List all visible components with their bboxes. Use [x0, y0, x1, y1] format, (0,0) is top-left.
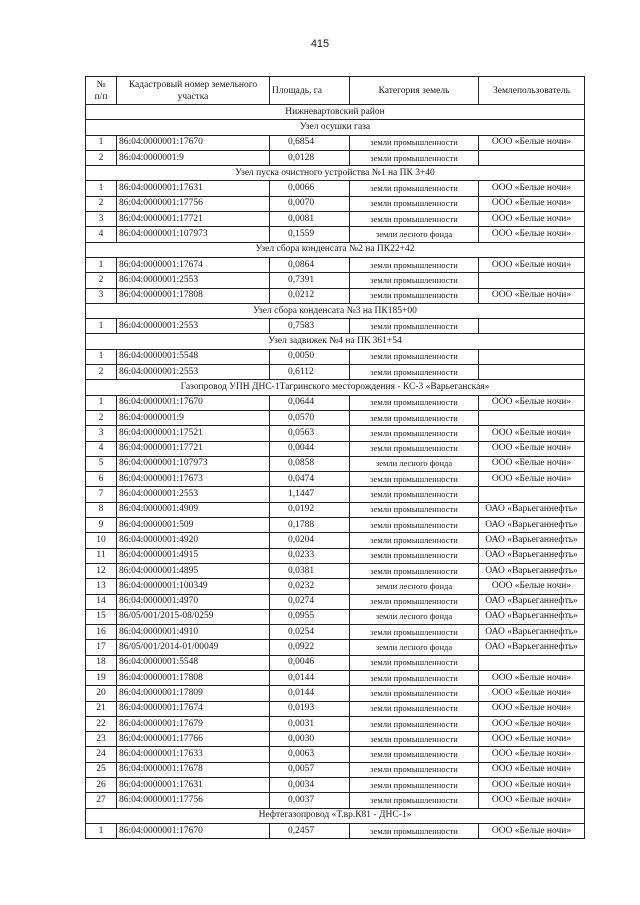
cell-category: земли промышленности	[350, 762, 479, 777]
cell-area: 0,0858	[270, 456, 350, 471]
section-title: Нижневартовский район	[86, 105, 585, 120]
cell-area: 0,0070	[270, 196, 350, 211]
cell-cadastral: 86:04:0000001:2553	[117, 319, 270, 334]
cell-area: 0,6112	[270, 365, 350, 380]
cell-num: 13	[86, 579, 117, 594]
cell-cadastral: 86:04:0000001:17679	[117, 716, 270, 731]
section-title: Узел пуска очистного устройства №1 на ПК 3+40	[86, 166, 585, 181]
cell-category: земли лесного фонда	[350, 456, 479, 471]
cell-category: земли промышленности	[350, 747, 479, 762]
table-row	[86, 441, 585, 456]
cell-user: ООО «Белые ночи»	[479, 395, 585, 410]
section-title: Узел сбора конденсата №3 на ПК185+00	[86, 303, 585, 318]
cell-num: 23	[86, 732, 117, 747]
table-row	[86, 686, 585, 701]
cell-user: ООО «Белые ночи»	[479, 257, 585, 272]
cell-area: 0,0570	[270, 410, 350, 425]
section-row	[86, 166, 585, 181]
cell-area: 0,0031	[270, 716, 350, 731]
table-row	[86, 181, 585, 196]
cell-category: земли лесного фонда	[350, 640, 479, 655]
cell-area: 0,6854	[270, 135, 350, 150]
table-row	[86, 655, 585, 670]
cell-category: земли промышленности	[350, 288, 479, 303]
cell-user: ООО «Белые ночи»	[479, 732, 585, 747]
cell-user	[479, 319, 585, 334]
cell-num: 2	[86, 150, 117, 165]
table-row	[86, 365, 585, 380]
cell-category: земли промышленности	[350, 273, 479, 288]
table-row	[86, 594, 585, 609]
cell-cadastral: 86:04:0000001:100349	[117, 579, 270, 594]
cell-category: земли промышленности	[350, 502, 479, 517]
cell-user: ООО «Белые ночи»	[479, 288, 585, 303]
cell-category: земли промышленности	[350, 823, 479, 838]
cell-area: 0,0050	[270, 349, 350, 364]
cell-area: 0,0254	[270, 625, 350, 640]
table-row	[86, 212, 585, 227]
cell-num: 18	[86, 655, 117, 670]
cell-category: земли промышленности	[350, 395, 479, 410]
cell-num: 21	[86, 701, 117, 716]
cell-category: земли промышленности	[350, 686, 479, 701]
cell-category: земли лесного фонда	[350, 579, 479, 594]
cell-num: 2	[86, 273, 117, 288]
section-row	[86, 303, 585, 318]
cell-num: 14	[86, 594, 117, 609]
section-title: Узел осушки газа	[86, 120, 585, 135]
cell-num: 22	[86, 716, 117, 731]
cell-num: 1	[86, 395, 117, 410]
cell-user: ООО «Белые ночи»	[479, 426, 585, 441]
cell-cadastral: 86:04:0000001:17670	[117, 135, 270, 150]
table-row	[86, 778, 585, 793]
section-row	[86, 380, 585, 395]
cell-area: 1,1447	[270, 487, 350, 502]
table-row	[86, 563, 585, 578]
cell-num: 1	[86, 823, 117, 838]
cell-category: земли промышленности	[350, 533, 479, 548]
cell-category: земли промышленности	[350, 426, 479, 441]
cell-area: 0,0037	[270, 793, 350, 808]
cell-num: 5	[86, 456, 117, 471]
cell-category: земли промышленности	[350, 319, 479, 334]
table-row	[86, 701, 585, 716]
table-row	[86, 716, 585, 731]
section-title: Нефтегазопровод «Т.вр.К81 - ДНС-1»	[86, 808, 585, 823]
cell-area: 0,0192	[270, 502, 350, 517]
table-row	[86, 395, 585, 410]
section-row	[86, 120, 585, 135]
cell-user	[479, 655, 585, 670]
cell-cadastral: 86:04:0000001:17670	[117, 395, 270, 410]
cell-user	[479, 365, 585, 380]
cell-num: 4	[86, 441, 117, 456]
cell-cadastral: 86:04:0000001:4910	[117, 625, 270, 640]
section-row	[86, 105, 585, 120]
cell-cadastral: 86:04:0000001:17673	[117, 472, 270, 487]
cell-num: 15	[86, 609, 117, 624]
cell-area: 0,1788	[270, 518, 350, 533]
cell-area: 0,0474	[270, 472, 350, 487]
cell-cadastral: 86:04:0000001:9	[117, 150, 270, 165]
cell-cadastral: 86:04:0000001:5548	[117, 349, 270, 364]
cell-area: 0,0046	[270, 655, 350, 670]
cell-category: земли промышленности	[350, 732, 479, 747]
cell-cadastral: 86:04:0000001:4970	[117, 594, 270, 609]
header-cadastral: Кадастровый номер земельного участка	[117, 77, 270, 105]
table-row	[86, 150, 585, 165]
cell-num: 1	[86, 181, 117, 196]
cell-cadastral: 86:04:0000001:17766	[117, 732, 270, 747]
table-row	[86, 319, 585, 334]
cell-cadastral: 86:04:0000001:17631	[117, 778, 270, 793]
cell-cadastral: 86:04:0000001:17674	[117, 701, 270, 716]
table-row	[86, 410, 585, 425]
section-row	[86, 242, 585, 257]
section-title: Узел сбора конденсата №2 на ПК22+42	[86, 242, 585, 257]
table-body	[86, 105, 585, 839]
cell-user: ООО «Белые ночи»	[479, 701, 585, 716]
cell-area: 0,0128	[270, 150, 350, 165]
cell-cadastral: 86/05/001/2015-08/0259	[117, 609, 270, 624]
table-row	[86, 518, 585, 533]
header-user: Землепользователь	[479, 77, 585, 105]
table-row	[86, 732, 585, 747]
cell-user: ООО «Белые ночи»	[479, 456, 585, 471]
cell-cadastral: 86/05/001/2014-01/00049	[117, 640, 270, 655]
table-row	[86, 273, 585, 288]
cell-category: земли промышленности	[350, 793, 479, 808]
cell-cadastral: 86:04:0000001:509	[117, 518, 270, 533]
cell-user: ООО «Белые ночи»	[479, 135, 585, 150]
cell-user: ОАО «Варьеганнефть»	[479, 502, 585, 517]
cell-user: ОАО «Варьеганнефть»	[479, 563, 585, 578]
cell-category: земли промышленности	[350, 196, 479, 211]
cell-area: 0,0066	[270, 181, 350, 196]
table-header-row	[86, 77, 585, 105]
cell-num: 2	[86, 410, 117, 425]
cell-num: 27	[86, 793, 117, 808]
cell-user: ООО «Белые ночи»	[479, 686, 585, 701]
cell-user	[479, 349, 585, 364]
cell-category: земли промышленности	[350, 518, 479, 533]
cell-num: 24	[86, 747, 117, 762]
cell-num: 1	[86, 349, 117, 364]
cell-area: 0,0864	[270, 257, 350, 272]
cell-area: 0,0063	[270, 747, 350, 762]
table-row	[86, 227, 585, 242]
cell-user	[479, 410, 585, 425]
cell-cadastral: 86:04:0000001:9	[117, 410, 270, 425]
table-row	[86, 579, 585, 594]
cell-area: 0,2457	[270, 823, 350, 838]
cell-num: 3	[86, 426, 117, 441]
cell-cadastral: 86:04:0000001:17721	[117, 212, 270, 227]
cell-category: земли промышленности	[350, 441, 479, 456]
section-title: Газопровод УПН ДНС-1Тагринского месторождения - КС-3 «Варьеганская»	[86, 380, 585, 395]
table-row	[86, 548, 585, 563]
cell-user	[479, 273, 585, 288]
cell-category: земли промышленности	[350, 778, 479, 793]
cell-user: ОАО «Варьеганнефть»	[479, 625, 585, 640]
cell-num: 1	[86, 135, 117, 150]
cell-user: ООО «Белые ночи»	[479, 778, 585, 793]
cell-user: ООО «Белые ночи»	[479, 716, 585, 731]
land-plots-table	[85, 76, 585, 839]
cell-user	[479, 150, 585, 165]
cell-category: земли промышленности	[350, 655, 479, 670]
cell-cadastral: 86:04:0000001:4895	[117, 563, 270, 578]
cell-user: ООО «Белые ночи»	[479, 441, 585, 456]
cell-category: земли промышленности	[350, 594, 479, 609]
cell-user: ООО «Белые ночи»	[479, 793, 585, 808]
cell-user: ОАО «Варьеганнефть»	[479, 594, 585, 609]
cell-category: земли промышленности	[350, 410, 479, 425]
cell-num: 2	[86, 196, 117, 211]
cell-cadastral: 86:04:0000001:4915	[117, 548, 270, 563]
cell-user: ООО «Белые ночи»	[479, 762, 585, 777]
header-num: № п/п	[86, 77, 117, 105]
table-row	[86, 196, 585, 211]
cell-area: 0,0081	[270, 212, 350, 227]
cell-category: земли промышленности	[350, 181, 479, 196]
table-row	[86, 640, 585, 655]
cell-num: 8	[86, 502, 117, 517]
cell-category: земли промышленности	[350, 472, 479, 487]
cell-area: 0,0922	[270, 640, 350, 655]
cell-category: земли промышленности	[350, 701, 479, 716]
cell-cadastral: 86:04:0000001:2553	[117, 273, 270, 288]
table-row	[86, 823, 585, 838]
cell-area: 0,7583	[270, 319, 350, 334]
cell-area: 0,0057	[270, 762, 350, 777]
cell-area: 0,0212	[270, 288, 350, 303]
cell-area: 0,0144	[270, 686, 350, 701]
table-row	[86, 625, 585, 640]
cell-category: земли промышленности	[350, 365, 479, 380]
cell-num: 19	[86, 670, 117, 685]
section-title: Узел задвижек №4 на ПК 361+54	[86, 334, 585, 349]
cell-user: ООО «Белые ночи»	[479, 472, 585, 487]
cell-area: 0,0144	[270, 670, 350, 685]
cell-category: земли лесного фонда	[350, 609, 479, 624]
cell-cadastral: 86:04:0000001:17808	[117, 670, 270, 685]
cell-user: ООО «Белые ночи»	[479, 823, 585, 838]
cell-num: 26	[86, 778, 117, 793]
cell-cadastral: 86:04:0000001:4920	[117, 533, 270, 548]
header-category: Категория земель	[350, 77, 479, 105]
cell-category: земли лесного фонда	[350, 227, 479, 242]
section-row	[86, 334, 585, 349]
cell-num: 11	[86, 548, 117, 563]
cell-user: ООО «Белые ночи»	[479, 181, 585, 196]
cell-num: 1	[86, 319, 117, 334]
table-row	[86, 257, 585, 272]
table-row	[86, 609, 585, 624]
cell-category: земли промышленности	[350, 548, 479, 563]
cell-user: ООО «Белые ночи»	[479, 196, 585, 211]
cell-num: 25	[86, 762, 117, 777]
cell-area: 0,0232	[270, 579, 350, 594]
cell-cadastral: 86:04:0000001:5548	[117, 655, 270, 670]
cell-area: 0,0644	[270, 395, 350, 410]
cell-cadastral: 86:04:0000001:107973	[117, 227, 270, 242]
cell-cadastral: 86:04:0000001:17631	[117, 181, 270, 196]
cell-area: 0,7391	[270, 273, 350, 288]
cell-num: 12	[86, 563, 117, 578]
cell-cadastral: 86:04:0000001:17809	[117, 686, 270, 701]
page-number: 415	[310, 38, 330, 50]
table-row	[86, 426, 585, 441]
cell-area: 0,1559	[270, 227, 350, 242]
table-row	[86, 793, 585, 808]
table-row	[86, 456, 585, 471]
cell-category: земли промышленности	[350, 349, 479, 364]
table-row	[86, 487, 585, 502]
cell-user: ООО «Белые ночи»	[479, 212, 585, 227]
cell-num: 20	[86, 686, 117, 701]
table-row	[86, 288, 585, 303]
cell-area: 0,0233	[270, 548, 350, 563]
cell-user: ООО «Белые ночи»	[479, 670, 585, 685]
cell-area: 0,0204	[270, 533, 350, 548]
cell-user	[479, 487, 585, 502]
cell-num: 2	[86, 365, 117, 380]
cell-num: 6	[86, 472, 117, 487]
cell-cadastral: 86:04:0000001:17674	[117, 257, 270, 272]
cell-user: ОАО «Варьеганнефть»	[479, 533, 585, 548]
cell-num: 16	[86, 625, 117, 640]
header-area: Площадь, га	[270, 77, 350, 105]
cell-cadastral: 86:04:0000001:2553	[117, 365, 270, 380]
cell-cadastral: 86:04:0000001:17756	[117, 793, 270, 808]
cell-user: ОАО «Варьеганнефть»	[479, 609, 585, 624]
section-row	[86, 808, 585, 823]
cell-category: земли промышленности	[350, 212, 479, 227]
cell-cadastral: 86:04:0000001:17521	[117, 426, 270, 441]
cell-cadastral: 86:04:0000001:4909	[117, 502, 270, 517]
cell-num: 7	[86, 487, 117, 502]
cell-area: 0,0955	[270, 609, 350, 624]
table-row	[86, 502, 585, 517]
cell-user: ООО «Белые ночи»	[479, 747, 585, 762]
cell-category: земли промышленности	[350, 716, 479, 731]
cell-category: земли промышленности	[350, 625, 479, 640]
cell-cadastral: 86:04:0000001:17633	[117, 747, 270, 762]
table-row	[86, 670, 585, 685]
cell-num: 1	[86, 257, 117, 272]
cell-user: ОАО «Варьеганнефть»	[479, 518, 585, 533]
table-row	[86, 472, 585, 487]
cell-cadastral: 86:04:0000001:17721	[117, 441, 270, 456]
table-row	[86, 762, 585, 777]
cell-user: ООО «Белые ночи»	[479, 579, 585, 594]
table-row	[86, 349, 585, 364]
table-row	[86, 533, 585, 548]
cell-cadastral: 86:04:0000001:2553	[117, 487, 270, 502]
cell-cadastral: 86:04:0000001:107973	[117, 456, 270, 471]
cell-num: 3	[86, 288, 117, 303]
cell-user: ОАО «Варьеганнефть»	[479, 548, 585, 563]
cell-area: 0,0030	[270, 732, 350, 747]
cell-area: 0,0381	[270, 563, 350, 578]
cell-num: 17	[86, 640, 117, 655]
cell-cadastral: 86:04:0000001:17678	[117, 762, 270, 777]
cell-area: 0,0274	[270, 594, 350, 609]
cell-num: 10	[86, 533, 117, 548]
cell-user: ОАО «Варьеганнефть»	[479, 640, 585, 655]
table-row	[86, 747, 585, 762]
cell-area: 0,0044	[270, 441, 350, 456]
cell-cadastral: 86:04:0000001:17808	[117, 288, 270, 303]
cell-num: 9	[86, 518, 117, 533]
cell-category: земли промышленности	[350, 257, 479, 272]
cell-cadastral: 86:04:0000001:17670	[117, 823, 270, 838]
cell-category: земли промышленности	[350, 487, 479, 502]
cell-num: 4	[86, 227, 117, 242]
cell-category: земли промышленности	[350, 150, 479, 165]
cell-area: 0,0193	[270, 701, 350, 716]
cell-num: 3	[86, 212, 117, 227]
cell-area: 0,0563	[270, 426, 350, 441]
cell-category: земли промышленности	[350, 563, 479, 578]
cell-category: земли промышленности	[350, 135, 479, 150]
table-row	[86, 135, 585, 150]
cell-category: земли промышленности	[350, 670, 479, 685]
cell-user: ООО «Белые ночи»	[479, 227, 585, 242]
cell-area: 0,0034	[270, 778, 350, 793]
cell-cadastral: 86:04:0000001:17756	[117, 196, 270, 211]
